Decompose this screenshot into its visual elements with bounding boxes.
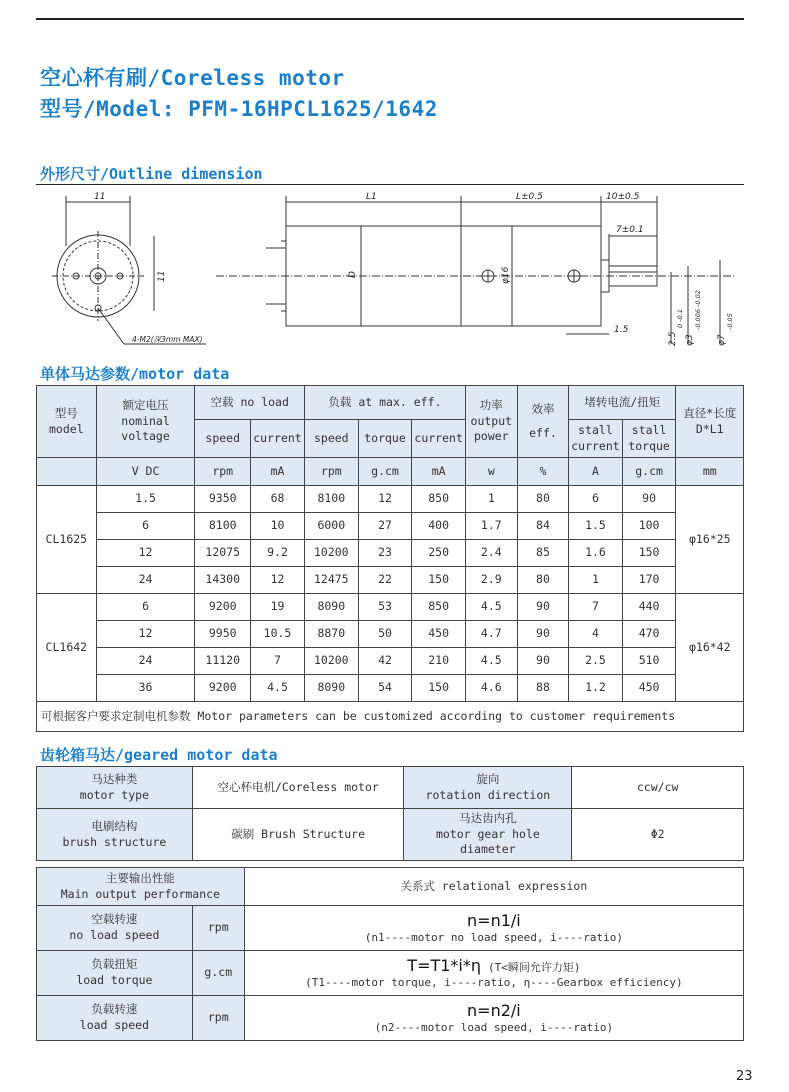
dimension-cell: φ16*25: [676, 486, 744, 594]
header-no-load: 空载 no load: [195, 386, 305, 420]
value-cell: 1.6: [569, 540, 622, 567]
perf-row-unit: rpm: [192, 906, 244, 951]
header-power: 功率 output power: [465, 386, 517, 458]
value-cell: 6: [569, 486, 622, 513]
perf-row-formula: n=n1/i (n1----motor no load speed, i----ratio): [244, 906, 743, 951]
header-current: current: [251, 420, 305, 458]
model-cell: CL1642: [37, 594, 97, 702]
header-max-eff: 负载 at max. eff.: [304, 386, 465, 420]
unit-cell: rpm: [304, 458, 358, 486]
value-cell: 4.5: [251, 675, 305, 702]
units-row: [37, 458, 744, 486]
motor-data-table: [36, 385, 744, 732]
unit-cell: rpm: [195, 458, 251, 486]
value-cell: 850: [412, 486, 465, 513]
page-number: 23: [736, 1069, 753, 1084]
value-cell: 9350: [195, 486, 251, 513]
motor-type-value: 空心杯电机/Coreless motor: [192, 767, 404, 809]
value-cell: 4.5: [465, 594, 517, 621]
perf-row-unit: rpm: [192, 996, 244, 1041]
perf-row-formula: n=n2/i (n2----motor load speed, i----ratio): [244, 996, 743, 1041]
value-cell: 9950: [195, 621, 251, 648]
value-cell: 850: [412, 594, 465, 621]
value-cell: 24: [96, 567, 195, 594]
value-cell: 1.5: [96, 486, 195, 513]
model-title: 型号/Model: PFM-16HPCL1625/1642: [40, 97, 438, 121]
value-cell: 12475: [304, 567, 358, 594]
table-row: [37, 951, 744, 996]
dim-phi3: φ3: [685, 334, 695, 346]
value-cell: 210: [412, 648, 465, 675]
dim-10: 10±0.5: [606, 192, 640, 202]
value-cell: 150: [412, 567, 465, 594]
value-cell: 88: [517, 675, 569, 702]
dim-2-5: 2.5: [668, 331, 678, 346]
header-eff: 效率 eff.: [517, 386, 569, 458]
value-cell: 9.2: [251, 540, 305, 567]
dim-l1: L1: [366, 192, 377, 202]
table-row: [37, 540, 744, 567]
header-model: 型号 model: [37, 386, 97, 458]
header-stall-current: stall current: [569, 420, 622, 458]
value-cell: 1.7: [465, 513, 517, 540]
value-cell: 7: [251, 648, 305, 675]
value-cell: 10: [251, 513, 305, 540]
unit-cell: A: [569, 458, 622, 486]
outline-section-title: 外形尺寸/Outline dimension: [40, 165, 263, 183]
value-cell: 12: [251, 567, 305, 594]
dim-phi16: φ16: [501, 266, 511, 284]
header-stall: 堵转电流/扭矩: [569, 386, 676, 420]
value-cell: 68: [251, 486, 305, 513]
value-cell: 1: [465, 486, 517, 513]
header-voltage: 额定电压 nominal voltage: [96, 386, 195, 458]
value-cell: 24: [96, 648, 195, 675]
dim-phi3-tol: -0.006 -0.02: [694, 290, 702, 330]
value-cell: 6: [96, 513, 195, 540]
value-cell: 85: [517, 540, 569, 567]
header-speed-load: speed: [304, 420, 358, 458]
value-cell: 150: [622, 540, 676, 567]
value-cell: 10.5: [251, 621, 305, 648]
value-cell: 12: [96, 621, 195, 648]
value-cell: 10200: [304, 540, 358, 567]
unit-cell: mA: [412, 458, 465, 486]
dim-11-side: 11: [157, 270, 167, 282]
value-cell: 11120: [195, 648, 251, 675]
value-cell: 2.9: [465, 567, 517, 594]
value-cell: 50: [358, 621, 412, 648]
value-cell: 90: [517, 648, 569, 675]
dim-1-5: 1.5: [614, 325, 629, 335]
customization-note: 可根据客户要求定制电机参数 Motor parameters can be customized according to customer requirements: [37, 702, 744, 732]
unit-cell: V DC: [96, 458, 195, 486]
brush-value: 碳刷 Brush Structure: [192, 809, 404, 861]
table-row: [37, 996, 744, 1041]
rotation-label: 旋向 rotation direction: [404, 767, 572, 809]
table-row: [37, 486, 744, 513]
header-stall-torque: stall torque: [622, 420, 676, 458]
value-cell: 10200: [304, 648, 358, 675]
unit-cell: mm: [676, 458, 744, 486]
rotation-value: ccw/cw: [572, 767, 744, 809]
outline-drawing: [36, 186, 744, 356]
value-cell: 8090: [304, 594, 358, 621]
perf-row-label: 负载转速 load speed: [37, 996, 193, 1041]
value-cell: 4.6: [465, 675, 517, 702]
table-row: [37, 906, 744, 951]
value-cell: 53: [358, 594, 412, 621]
dim-7: 7±0.1: [616, 225, 644, 235]
table-row: [37, 513, 744, 540]
value-cell: 8100: [195, 513, 251, 540]
header-speed: speed: [195, 420, 251, 458]
unit-cell: g.cm: [358, 458, 412, 486]
value-cell: 42: [358, 648, 412, 675]
value-cell: 7: [569, 594, 622, 621]
note-row: [37, 702, 744, 732]
value-cell: 36: [96, 675, 195, 702]
unit-cell: w: [465, 458, 517, 486]
unit-cell: g.cm: [622, 458, 676, 486]
value-cell: 470: [622, 621, 676, 648]
header-dimension: 直径*长度 D*L1: [676, 386, 744, 458]
value-cell: 100: [622, 513, 676, 540]
top-rule: [36, 18, 744, 20]
value-cell: 14300: [195, 567, 251, 594]
model-cell: CL1625: [37, 486, 97, 594]
value-cell: 2.4: [465, 540, 517, 567]
motor-type-label: 马达种类 motor type: [37, 767, 193, 809]
value-cell: 90: [517, 621, 569, 648]
value-cell: 54: [358, 675, 412, 702]
value-cell: 9200: [195, 594, 251, 621]
perf-row-unit: g.cm: [192, 951, 244, 996]
table-row: [37, 648, 744, 675]
value-cell: 8870: [304, 621, 358, 648]
value-cell: 250: [412, 540, 465, 567]
value-cell: 12075: [195, 540, 251, 567]
value-cell: 4.5: [465, 648, 517, 675]
gear-hole-value: Φ2: [572, 809, 744, 861]
value-cell: 9200: [195, 675, 251, 702]
value-cell: 19: [251, 594, 305, 621]
gear-hole-label: 马达齿内孔 motor gear hole diameter: [404, 809, 572, 861]
header-torque: torque: [358, 420, 412, 458]
perf-row-label: 负载扭矩 load torque: [37, 951, 193, 996]
unit-cell: %: [517, 458, 569, 486]
value-cell: 4: [569, 621, 622, 648]
value-cell: 23: [358, 540, 412, 567]
value-cell: 8090: [304, 675, 358, 702]
value-cell: 510: [622, 648, 676, 675]
value-cell: 8100: [304, 486, 358, 513]
value-cell: 22: [358, 567, 412, 594]
dim-phi7-tol: -0.05: [726, 313, 734, 330]
value-cell: 2.5: [569, 648, 622, 675]
value-cell: 1.5: [569, 513, 622, 540]
value-cell: 90: [622, 486, 676, 513]
value-cell: 6: [96, 594, 195, 621]
unit-cell: mA: [251, 458, 305, 486]
value-cell: 400: [412, 513, 465, 540]
value-cell: 450: [412, 621, 465, 648]
table-row: [37, 567, 744, 594]
value-cell: 1.2: [569, 675, 622, 702]
performance-table: [36, 867, 744, 1041]
motor-section-title: 单体马达参数/motor data: [40, 365, 230, 383]
value-cell: 170: [622, 567, 676, 594]
product-title: 空心杯有刷/Coreless motor: [40, 66, 345, 90]
value-cell: 4.7: [465, 621, 517, 648]
value-cell: 80: [517, 567, 569, 594]
header-current-load: current: [412, 420, 465, 458]
table-row: [37, 675, 744, 702]
geared-motor-table: [36, 766, 744, 861]
value-cell: 12: [358, 486, 412, 513]
value-cell: 12: [96, 540, 195, 567]
value-cell: 90: [517, 594, 569, 621]
value-cell: 1: [569, 567, 622, 594]
perf-header-label: 主要输出性能 Main output performance: [37, 868, 245, 906]
value-cell: 150: [412, 675, 465, 702]
geared-section-title: 齿轮箱马达/geared motor data: [40, 746, 278, 764]
perf-header-relation: 关系式 relational expression: [244, 868, 743, 906]
dim-11-top: 11: [94, 192, 106, 202]
perf-row-label: 空载转速 no load speed: [37, 906, 193, 951]
dimension-cell: φ16*42: [676, 594, 744, 702]
value-cell: 84: [517, 513, 569, 540]
dim-2-5-tol: 0 -0.1: [676, 309, 684, 328]
value-cell: 27: [358, 513, 412, 540]
value-cell: 80: [517, 486, 569, 513]
perf-row-formula: T=T1*i*η (T<瞬间允许力矩) (T1----motor torque, i----ratio, η----Gearbox efficiency): [244, 951, 743, 996]
value-cell: 440: [622, 594, 676, 621]
dim-phi7: φ7: [717, 334, 727, 346]
value-cell: 6000: [304, 513, 358, 540]
dim-d: D: [348, 271, 358, 278]
brush-label: 电刷结构 brush structure: [37, 809, 193, 861]
table-row: [37, 621, 744, 648]
dim-l: L±0.5: [516, 192, 543, 202]
table-row: [37, 594, 744, 621]
outline-section-rule: [36, 184, 744, 185]
dim-screw-note: 4-M2(深3mm MAX): [132, 335, 203, 344]
value-cell: 450: [622, 675, 676, 702]
